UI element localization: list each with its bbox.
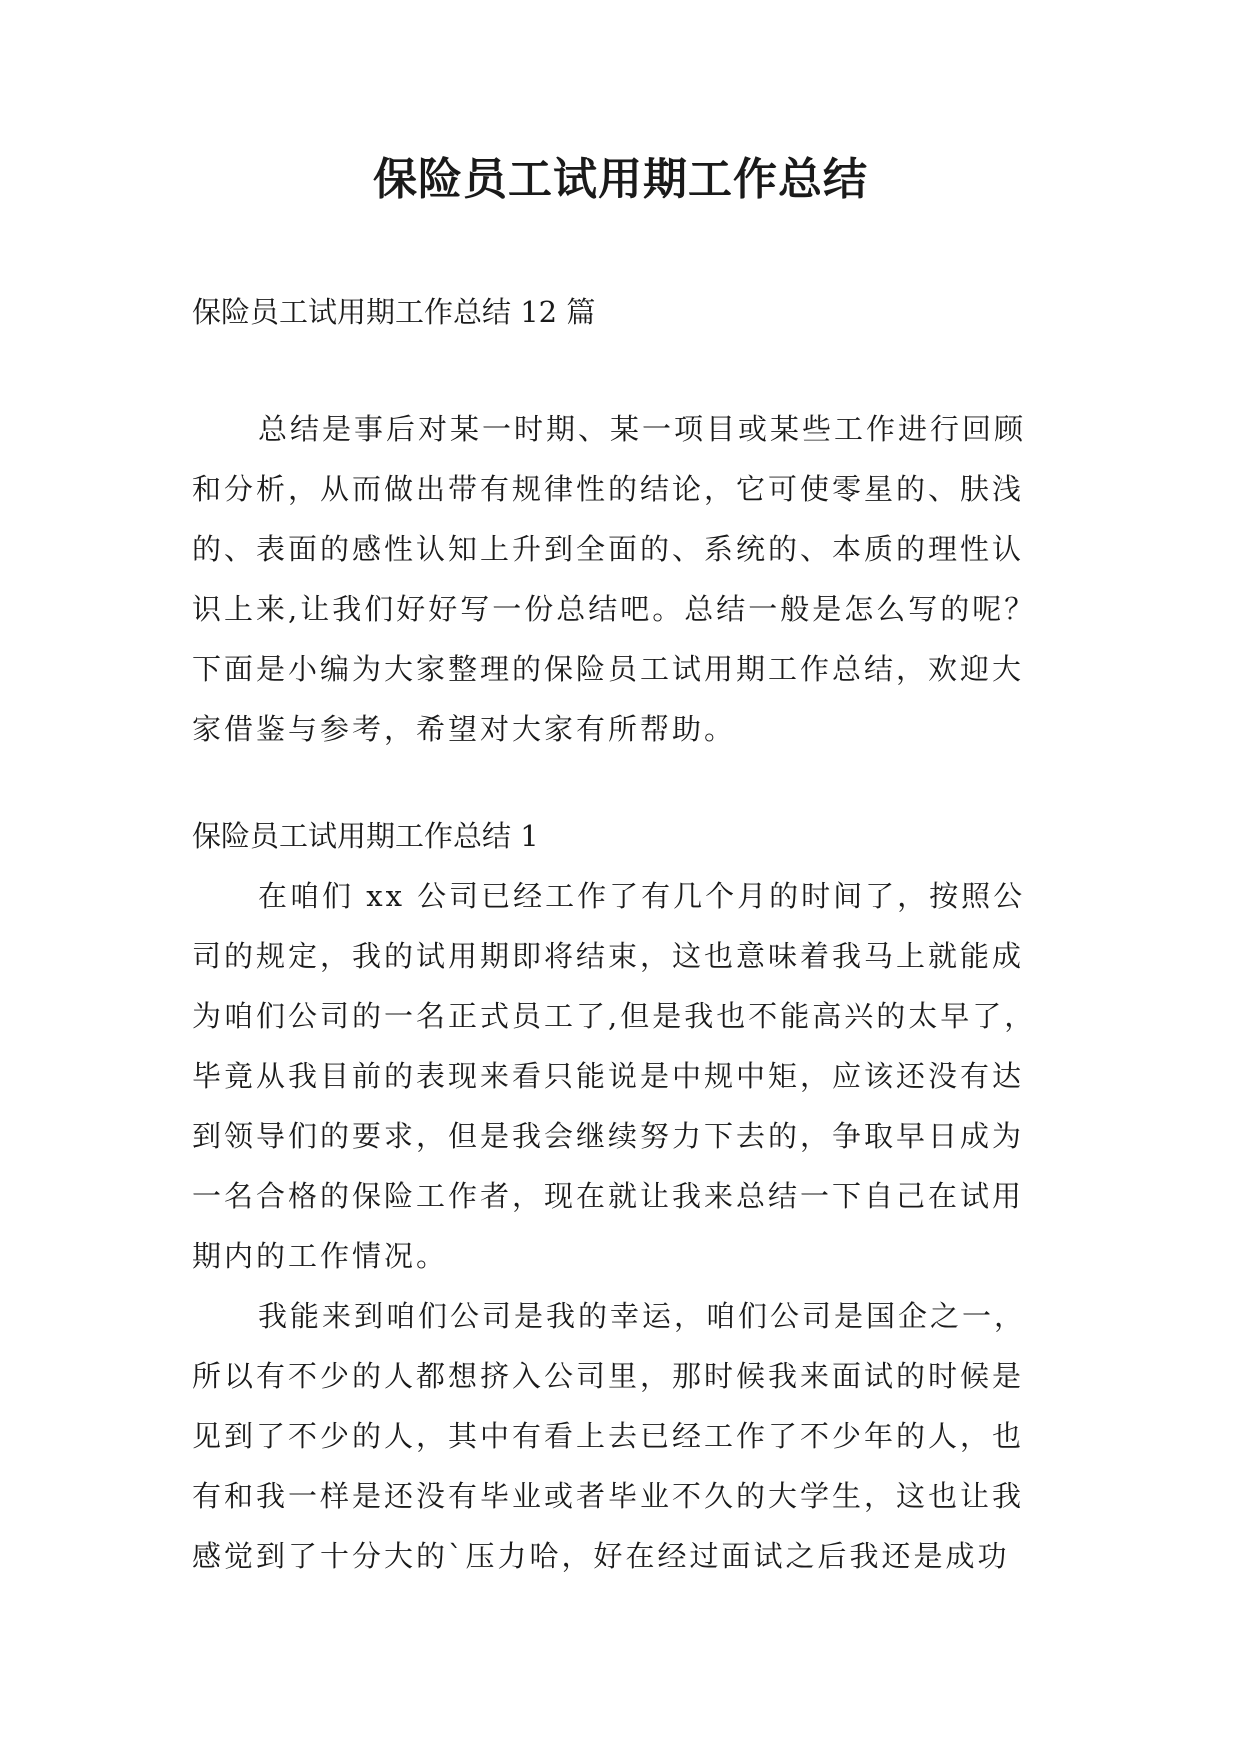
text-line: 一名合格的保险工作者，现在就让我来总结一下自己在试用 [192, 1179, 1025, 1213]
text-line: 下面是小编为大家整理的保险员工试用期工作总结，欢迎大 [192, 652, 1025, 686]
text-line: 见到了不少的人，其中有看上去已经工作了不少年的人，也 [192, 1419, 1025, 1453]
text-line: 的、表面的感性认知上升到全面的、系统的、本质的理性认 [192, 532, 1025, 566]
text-line: 识上来,让我们好好写一份总结吧。总结一般是怎么写的呢？ [192, 592, 1037, 626]
text-line: 家借鉴与参考，希望对大家有所帮助。 [192, 712, 737, 746]
text-line: 我能来到咱们公司是我的幸运，咱们公司是国企之一， [258, 1299, 1027, 1333]
text-line: 司的规定，我的试用期即将结束，这也意味着我马上就能成 [192, 939, 1025, 973]
text-line: 期内的工作情况。 [192, 1239, 449, 1273]
document-title: 保险员工试用期工作总结 [373, 154, 868, 205]
text-line: 为咱们公司的一名正式员工了,但是我也不能高兴的太早了， [192, 999, 1037, 1033]
text-line: 到领导们的要求，但是我会继续努力下去的，争取早日成为 [192, 1119, 1025, 1153]
text-line: 毕竟从我目前的表现来看只能说是中规中矩，应该还没有达 [192, 1059, 1025, 1093]
intro-paragraph [192, 399, 1052, 759]
text-line: 在咱们 xx 公司已经工作了有几个月的时间了，按照公 [258, 879, 1026, 913]
body-paragraph-1 [192, 866, 1052, 1286]
body-paragraph-2 [192, 1286, 1052, 1586]
text-line: 总结是事后对某一时期、某一项目或某些工作进行回顾 [258, 412, 1027, 446]
section-heading: 保险员工试用期工作总结 1 [192, 819, 539, 853]
text-line: 和分析，从而做出带有规律性的结论，它可使零星的、肤浅 [192, 472, 1025, 506]
text-line: 所以有不少的人都想挤入公司里，那时候我来面试的时候是 [192, 1359, 1025, 1393]
document-subtitle: 保险员工试用期工作总结 12 篇 [192, 295, 596, 329]
text-line: 感觉到了十分大的`压力哈，好在经过面试之后我还是成功 [192, 1539, 1010, 1573]
text-line: 有和我一样是还没有毕业或者毕业不久的大学生，这也让我 [192, 1479, 1025, 1513]
